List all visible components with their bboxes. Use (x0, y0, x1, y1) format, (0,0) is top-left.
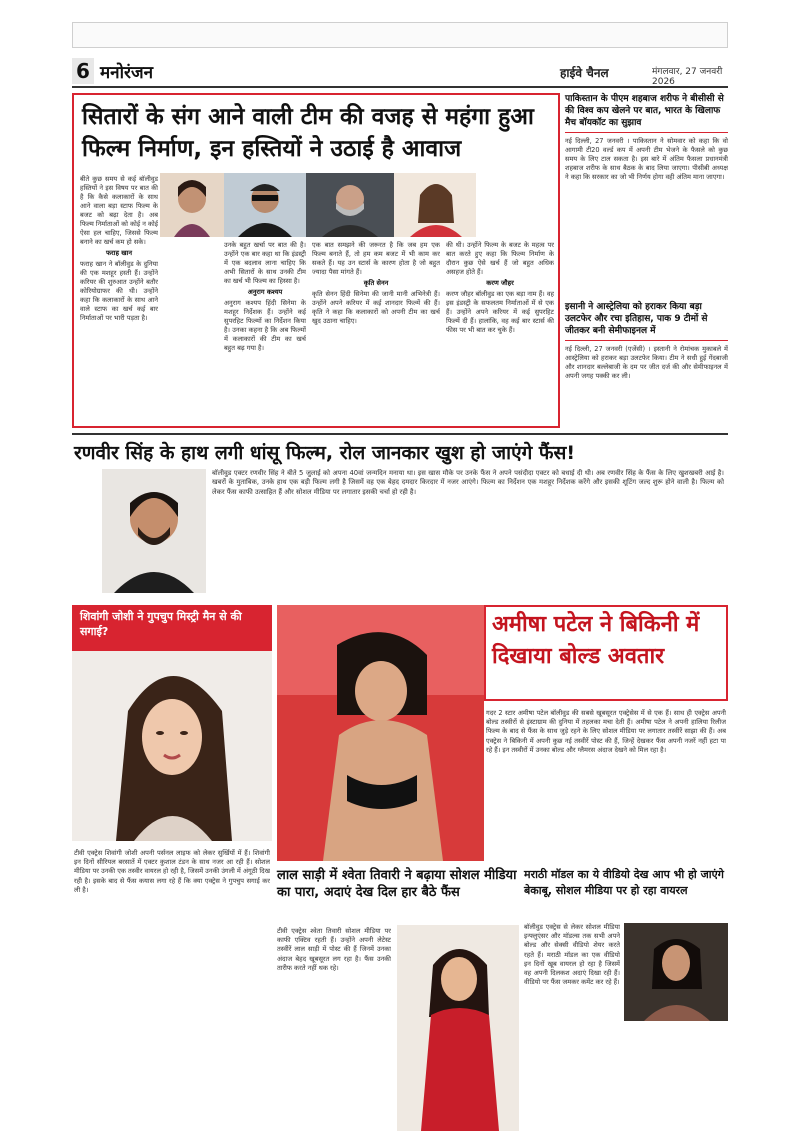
article-column-1 (80, 175, 158, 421)
subhead-kriti: कृति सेनन (363, 279, 389, 287)
story-headline: सितारों के संग आने वाली टीम की वजह से महंगा हुआ फिल्म निर्माण, इन हस्तियों ने उठाई है आवाज (82, 104, 534, 162)
article-column-3 (312, 241, 440, 421)
column-text: उनके बहुत खर्चा पर बात की है। उन्होंने एक बार कहा था कि इंडस्ट्री में एक बदलाव लाना चाहिए कि अभी सितारों के साथ उनकी टीम का खर्च भी फिल्म का हिस्सा है। (224, 241, 306, 285)
sidebar-headline-b: इसानी ने आस्ट्रेलिया को हराकर किया बड़ा उलटफेर और रचा इतिहास, पाक 9 टीमों से जीतकर बनी सेमीफाइनल में (565, 301, 728, 341)
sidebar-body-b: नई दिल्ली, 27 जनवरी (एजेंसी) । इस्तानी ने रोमांचक मुकाबले में आस्ट्रेलिया को हराकर बड़ा उलटफेर किया। टीम ने सधी हुई गेंदबाजी और शानदार बल्लेबाजी के दम पर जीत दर्ज की और सेमीफाइनल में अपनी जगह पक्की कर ली। (565, 345, 728, 380)
story-headline: अमीषा पटेल ने बिकिनी में दिखाया बोल्ड अवतार (492, 612, 700, 669)
photo-shweta-tiwari (397, 925, 519, 1131)
sidebar-body-a: नई दिल्ली, 27 जनवरी । पाकिस्तान ने सोमवार को कहा कि वो आगामी टी20 वर्ल्ड कप में अपनी टीम भेजने के फैसले को कुछ समय के लिए टाल सकता है। इस बारे में अंतिम फैसला प्रधानमंत्री शहबाज शरीफ के साथ बैठक के बाद लिया जाएगा। पीसीबी अध्यक्ष ने कहा कि सरकार का जो भी निर्णय होगा वही अंतिम माना जाएगा। (565, 137, 728, 181)
column-text: अनुराग कश्यप हिंदी सिनेमा के मशहूर निर्देशक हैं। उन्होंने कई सुपरहिट फिल्मों का निर्देशन किया है। उनका कहना है कि अब फिल्मों में कलाकारों की टीम का खर्च बहुत बढ़ गया है। (224, 299, 306, 352)
story-headline: मराठी मॉडल का ये वीडियो देख आप भी हो जाएंगे बेकाबू, सोशल मीडिया पर हो रहा वायरल (524, 868, 724, 897)
shivangi-headline-band (72, 605, 272, 651)
lower-stories (72, 605, 728, 1133)
column-text: बीते कुछ समय से कई बॉलीवुड हस्तियों ने इस विषय पर बात की है कि कैसे कलाकारों के साथ आने वाला बड़ा स्टाफ फिल्म के बजट को बढ़ा देता है। अब फिल्म निर्माताओं को कोई न कोई ऐसा हल चाहिए, जिससे फिल्म बनाने का खर्च कम हो सके। (80, 175, 158, 246)
photo-ameesha-patel (277, 605, 484, 861)
story-body: बॉलीवुड एक्टर रणवीर सिंह ने बीते 5 जुलाई को अपना 40वां जन्मदिन मनाया था। इस खास मौके पर उनके फैंस ने अपने पसंदीदा एक्टर को बधाई दी थी। अब रणवीर सिंह के फैंस के लिए खुशखबरी आई है। खबरों के मुताबिक, उनके हाथ एक बड़ी फिल्म लगी है जिसमें वह एक बेहद दमदार किरदार में नजर आएंगे। फिल्म का निर्देशन एक मशहूर निर्देशक करेंगे और इसकी शूटिंग जल्द शुरू होने वाली है। फिल्म को लेकर फैंस काफी उत्साहित हैं और सोशल मीडिया पर लगातार इसकी चर्चा हो रही है। (212, 469, 724, 496)
story-headline: रणवीर सिंह के हाथ लगी धांसू फिल्म, रोल जानकार खुश हो जाएंगे फैंस! (74, 442, 576, 464)
section-title: मनोरंजन (100, 63, 154, 83)
photo-kriti-sanon (394, 173, 476, 237)
brand-name: हाईवे चैनल (560, 66, 609, 80)
column-text: कृति सेनन हिंदी सिनेमा की जानी मानी अभिनेत्री हैं। उन्होंने अपने करियर में कई शानदार फिल्में की हैं। कृति ने कहा कि कलाकारों को अपनी टीम का खर्च खुद उठाना चाहिए। (312, 290, 440, 325)
subhead-anurag: अनुराग कश्यप (247, 288, 283, 296)
subhead-karan: करण जौहर (486, 279, 514, 287)
sidebar-headline-a: पाकिस्तान के पीएम शहबाज शरीफ ने बीसीसी से की विश्व कप खेलने पर बात, भारत के खिलाफ मैच बॉयकॉट का सुझाव (565, 93, 728, 133)
subhead-farah: फराह खान (105, 249, 133, 257)
ameesha-story-body: गदर 2 स्टार अमीषा पटेल बॉलीवुड की सबसे खूबसूरत एक्ट्रेसेस में से एक हैं। साथ ही एक्ट्रेस अपनी बोल्ड तस्वीरों से इंस्टाग्राम की दुनिया में तहलका मचा देती हैं। अमीषा पटेल ने अपनी हालिया रिलीज फिल्म के बाद से फैंस के साथ जुड़े रहने के लिए सोशल मीडिया पर लगातार तस्वीरें साझा की हैं। अब एक्ट्रेस ने बिकिनी में अपनी कुछ नई तस्वीरें पोस्ट की हैं, जिन्हें देखकर फैंस अपनी नजरें नहीं हटा पा रहे हैं। इन तस्वीरों में उनका बोल्ड और ग्लैमरस अंदाज देखने को मिल रहा है। (486, 709, 726, 754)
marathi-story (524, 867, 728, 1133)
ameesha-headline-box (484, 605, 728, 701)
page-number: 6 (72, 58, 94, 84)
shivangi-story-body: टीवी एक्ट्रेस शिवांगी जोशी अपनी पर्सनल लाइफ को लेकर सुर्खियों में हैं। शिवांगी इन दिनों सीरियल बरसातें में एक्टर कुशाल टंडन के साथ नजर आ रही हैं। सोशल मीडिया पर उनकी एक तस्वीर वायरल हो रही है, जिसमें उनकी उंगली में अंगूठी दिख रही है। इसके बाद से फैंस कयास लगा रहे हैं कि क्या एक्ट्रेस ने गुपचुप सगाई कर ली है। (74, 849, 270, 894)
column-text: फराह खान ने बॉलीवुड के दुनिया की एक मशहूर हस्ती हैं। उन्होंने करियर की शुरुआत उन्होंने बतौर कोरियोग्राफर की थी। उन्होंने कहा कि कलाकारों के साथ आने वाले स्टाफ का खर्च कई बार निर्माताओं पर भारी पड़ता है। (80, 260, 158, 322)
photo-marathi-model (624, 923, 728, 1021)
story-headline: शिवांगी जोशी ने गुपचुप मिस्ट्री मैन से की सगाई? (80, 610, 242, 638)
masthead (72, 56, 728, 88)
column-text: एक बात समझने की जरूरत है कि जब हम एक फिल्म बनाते हैं, तो हम कम बजट में भी काम कर सकते हैं। यह उन स्टार्स के कारण होता है जो बहुत ज्यादा पैसा मांगते हैं। (312, 241, 440, 276)
photo-farah-khan (160, 173, 224, 237)
article-column-4 (446, 241, 554, 421)
top-strip (72, 22, 728, 48)
photo-anurag-kashyap (306, 173, 394, 237)
photo-karan-johar (224, 173, 306, 237)
story-headline: लाल साड़ी में श्वेता तिवारी ने बढ़ाया सोशल मीडिया का पारा, अदाएं देख दिल हार बैठे फैंस (277, 868, 517, 900)
shweta-story-body: टीवी एक्ट्रेस श्वेता तिवारी सोशल मीडिया पर काफी एक्टिव रहती हैं। उन्होंने अपनी लेटेस्ट तस्वीरें लाल साड़ी में पोस्ट की हैं जिनमें उनका अंदाज बेहद खूबसूरत लग रहा है। फैंस उनकी तारीफ करते नहीं थक रहे। (277, 927, 391, 972)
article-column-2 (224, 241, 306, 421)
sports-sidebar (565, 93, 728, 428)
column-text: करण जौहर बॉलीवुड का एक बड़ा नाम हैं। वह इस इंडस्ट्री के सफलतम निर्माताओं में से एक हैं। उन्होंने अपने करियर में कई सुपरहिट फिल्में दी हैं। हालांकि, वह कई बार स्टार्स की फीस पर भी बात कर चुके हैं। (446, 290, 554, 334)
story-ranveer (72, 433, 728, 597)
shweta-story (277, 867, 521, 1133)
story-film-costs (72, 93, 560, 428)
marathi-story-body: बॉलीवुड एक्ट्रेस से लेकर सोशल मीडिया इन्फ्लुएंसर और मॉडल्स तक सभी अपने बोल्ड और सेक्सी वीडियो शेयर करते रहते हैं। मराठी मॉडल का एक वीडियो इन दिनों खूब वायरल हो रहा है जिसमें वह अपनी दिलकश अदाएं दिखा रही हैं। वीडियो पर फैंस जमकर कमेंट कर रहे हैं। (524, 923, 620, 987)
photo-shivangi-joshi (72, 651, 272, 841)
photo-ranveer-singh (102, 469, 206, 593)
dateline: मंगलवार, 27 जनवरी 2026 (652, 67, 723, 87)
column-text: की थी। उन्होंने फिल्म के बजट के महत्व पर बात करते हुए कहा कि फिल्म निर्माण के दौरान कुछ ऐसे खर्च हैं जो बहुत अधिक असहज होते हैं। (446, 241, 554, 276)
